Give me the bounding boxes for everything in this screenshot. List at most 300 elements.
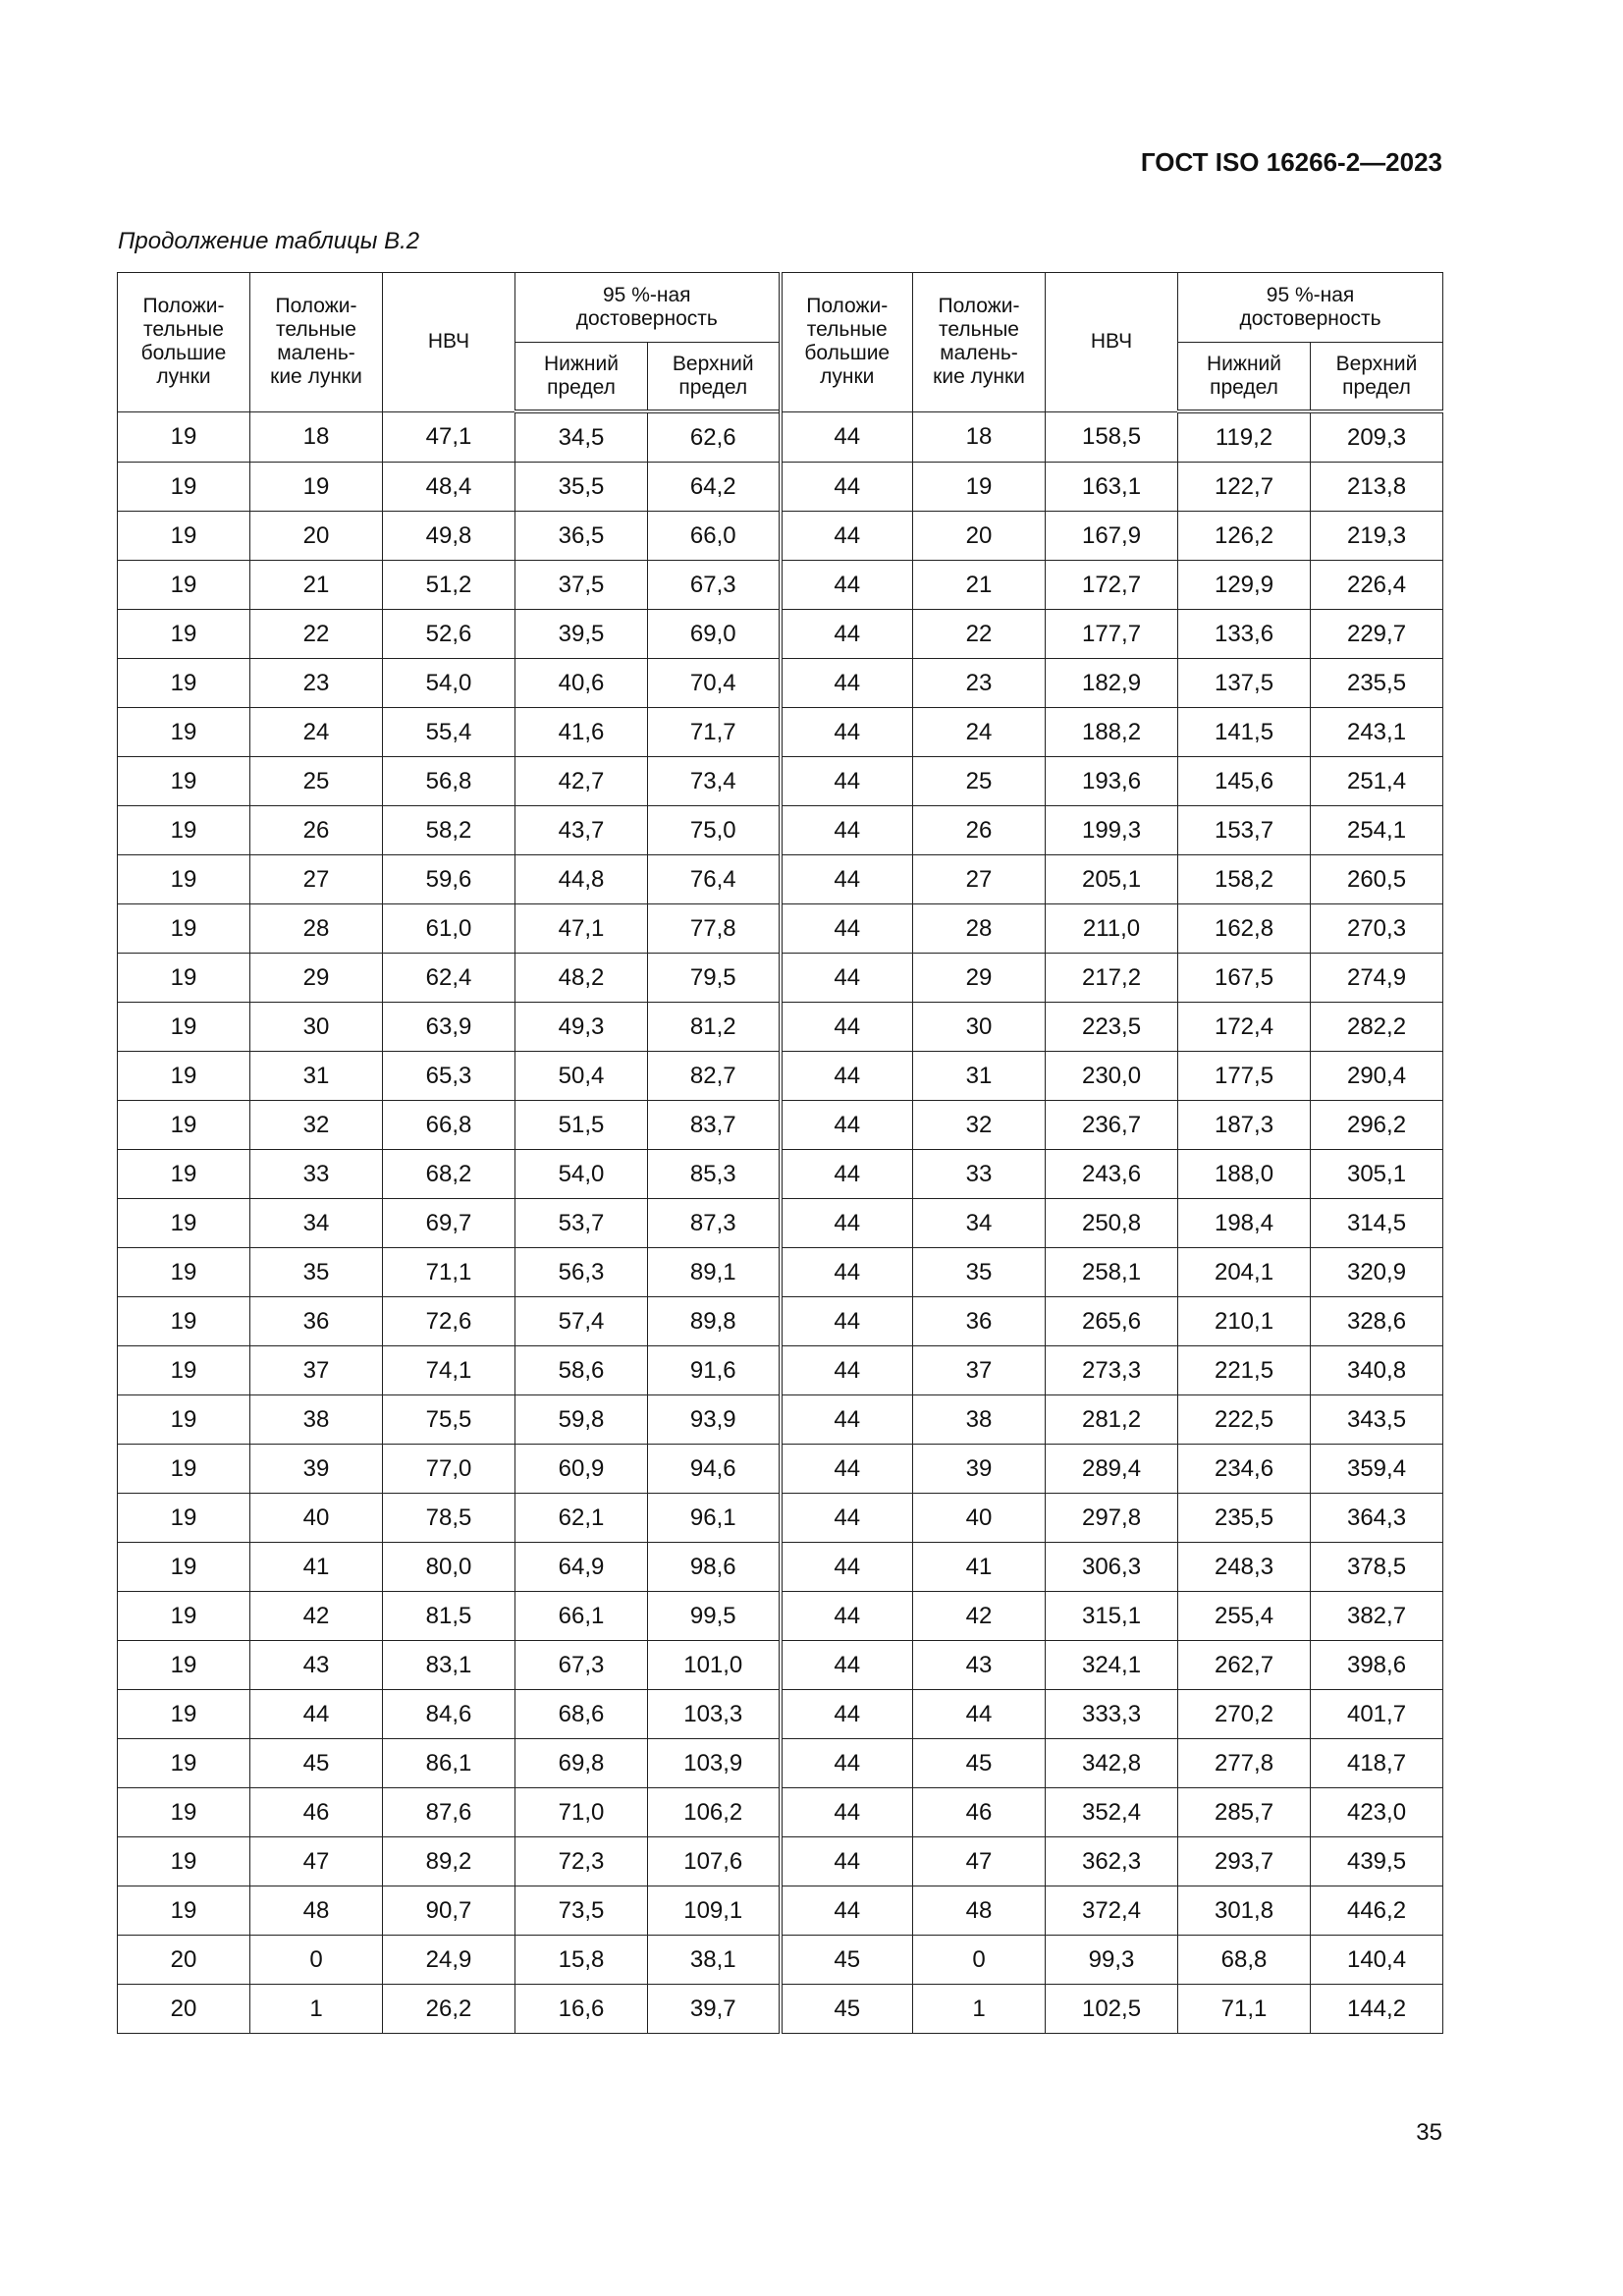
table-cell: 19 [118, 1592, 250, 1641]
table-cell: 44 [781, 1690, 913, 1739]
table-cell: 49,8 [383, 512, 515, 561]
table-cell: 235,5 [1311, 659, 1443, 708]
table-row [118, 1297, 1443, 1346]
table-cell: 226,4 [1311, 561, 1443, 610]
table-caption: Продолжение таблицы В.2 [118, 228, 420, 254]
table-cell: 98,6 [648, 1543, 781, 1592]
table-cell: 19 [118, 904, 250, 954]
table-cell: 19 [118, 1248, 250, 1297]
table-cell: 230,0 [1046, 1052, 1178, 1101]
table-cell: 93,9 [648, 1395, 781, 1445]
table-cell: 140,4 [1311, 1936, 1443, 1985]
table-cell: 39 [250, 1445, 383, 1494]
table-cell: 94,6 [648, 1445, 781, 1494]
table-cell: 42 [913, 1592, 1046, 1641]
table-cell: 26 [250, 806, 383, 855]
table-cell: 19 [118, 1101, 250, 1150]
table-cell: 36,5 [515, 512, 648, 561]
table-cell: 96,1 [648, 1494, 781, 1543]
table-cell: 84,6 [383, 1690, 515, 1739]
table-cell: 205,1 [1046, 855, 1178, 904]
table-cell: 153,7 [1178, 806, 1311, 855]
table-cell: 45 [781, 1985, 913, 2034]
table-cell: 44 [781, 1641, 913, 1690]
table-cell: 24 [250, 708, 383, 757]
header-positive-small-right: Положи- тельные малень- кие лунки [913, 273, 1046, 412]
table-row [118, 1395, 1443, 1445]
table-cell: 36 [250, 1297, 383, 1346]
table-cell: 141,5 [1178, 708, 1311, 757]
table-cell: 167,5 [1178, 954, 1311, 1003]
table-cell: 372,4 [1046, 1886, 1178, 1936]
table-cell: 144,2 [1311, 1985, 1443, 2034]
table-cell: 234,6 [1178, 1445, 1311, 1494]
table-cell: 46 [250, 1788, 383, 1837]
table-row [118, 1248, 1443, 1297]
table-cell: 19 [118, 954, 250, 1003]
table-cell: 27 [250, 855, 383, 904]
table-cell: 20 [118, 1936, 250, 1985]
table-cell: 79,5 [648, 954, 781, 1003]
table-cell: 219,3 [1311, 512, 1443, 561]
table-cell: 378,5 [1311, 1543, 1443, 1592]
table-cell: 44 [781, 757, 913, 806]
table-cell: 45 [250, 1739, 383, 1788]
table-cell: 19 [118, 610, 250, 659]
table-cell: 19 [118, 757, 250, 806]
table-cell: 77,0 [383, 1445, 515, 1494]
table-cell: 35,5 [515, 463, 648, 512]
table-cell: 22 [250, 610, 383, 659]
table-cell: 44 [781, 1592, 913, 1641]
table-cell: 85,3 [648, 1150, 781, 1199]
header-positive-large-right: Положи- тельные большие лунки [781, 273, 913, 412]
table-cell: 34 [250, 1199, 383, 1248]
table-cell: 38,1 [648, 1936, 781, 1985]
table-cell: 60,9 [515, 1445, 648, 1494]
table-cell: 37 [250, 1346, 383, 1395]
table-cell: 19 [118, 1150, 250, 1199]
table-cell: 163,1 [1046, 463, 1178, 512]
table-cell: 265,6 [1046, 1297, 1178, 1346]
table-cell: 44 [781, 512, 913, 561]
table-row [118, 855, 1443, 904]
table-cell: 66,8 [383, 1101, 515, 1150]
table-cell: 44 [781, 1052, 913, 1101]
table-cell: 328,6 [1311, 1297, 1443, 1346]
table-cell: 15,8 [515, 1936, 648, 1985]
table-cell: 254,1 [1311, 806, 1443, 855]
table-cell: 41,6 [515, 708, 648, 757]
table-cell: 1 [250, 1985, 383, 2034]
table-row [118, 1936, 1443, 1985]
table-cell: 187,3 [1178, 1101, 1311, 1150]
table-cell: 340,8 [1311, 1346, 1443, 1395]
table-cell: 103,9 [648, 1739, 781, 1788]
table-cell: 62,6 [648, 411, 781, 463]
table-cell: 31 [250, 1052, 383, 1101]
table-cell: 209,3 [1311, 411, 1443, 463]
table-cell: 44 [781, 1445, 913, 1494]
table-cell: 44 [781, 1837, 913, 1886]
table-cell: 44 [781, 1346, 913, 1395]
table-row [118, 512, 1443, 561]
table-cell: 58,6 [515, 1346, 648, 1395]
table-cell: 80,0 [383, 1543, 515, 1592]
table-cell: 382,7 [1311, 1592, 1443, 1641]
table-cell: 87,6 [383, 1788, 515, 1837]
table-row [118, 1052, 1443, 1101]
table-row [118, 1494, 1443, 1543]
table-cell: 49,3 [515, 1003, 648, 1052]
table-cell: 33 [913, 1150, 1046, 1199]
table-cell: 53,7 [515, 1199, 648, 1248]
table-cell: 43 [250, 1641, 383, 1690]
table-cell: 222,5 [1178, 1395, 1311, 1445]
table-cell: 19 [118, 1739, 250, 1788]
table-cell: 39,5 [515, 610, 648, 659]
table-cell: 274,9 [1311, 954, 1443, 1003]
table-cell: 44 [781, 1003, 913, 1052]
table-cell: 50,4 [515, 1052, 648, 1101]
table-cell: 126,2 [1178, 512, 1311, 561]
table-cell: 199,3 [1046, 806, 1178, 855]
table-cell: 19 [118, 1837, 250, 1886]
table-cell: 19 [118, 512, 250, 561]
table-row [118, 1199, 1443, 1248]
table-cell: 44 [781, 463, 913, 512]
table-cell: 45 [781, 1936, 913, 1985]
table-cell: 76,4 [648, 855, 781, 904]
table-cell: 62,1 [515, 1494, 648, 1543]
table-cell: 19 [118, 1297, 250, 1346]
table-cell: 423,0 [1311, 1788, 1443, 1837]
table-cell: 213,8 [1311, 463, 1443, 512]
table-cell: 162,8 [1178, 904, 1311, 954]
table-cell: 193,6 [1046, 757, 1178, 806]
table-cell: 69,0 [648, 610, 781, 659]
table-cell: 289,4 [1046, 1445, 1178, 1494]
table-cell: 39,7 [648, 1985, 781, 2034]
table-cell: 362,3 [1046, 1837, 1178, 1886]
table-cell: 31 [913, 1052, 1046, 1101]
table-body [118, 411, 1443, 2034]
table-cell: 320,9 [1311, 1248, 1443, 1297]
table-row [118, 1739, 1443, 1788]
table-cell: 243,1 [1311, 708, 1443, 757]
table-cell: 18 [250, 411, 383, 463]
table-cell: 83,1 [383, 1641, 515, 1690]
table-cell: 167,9 [1046, 512, 1178, 561]
table-cell: 19 [913, 463, 1046, 512]
table-cell: 217,2 [1046, 954, 1178, 1003]
table-cell: 75,5 [383, 1395, 515, 1445]
table-cell: 47 [913, 1837, 1046, 1886]
table-cell: 64,9 [515, 1543, 648, 1592]
table-cell: 51,2 [383, 561, 515, 610]
table-cell: 37 [913, 1346, 1046, 1395]
table-cell: 270,2 [1178, 1690, 1311, 1739]
table-cell: 182,9 [1046, 659, 1178, 708]
table-cell: 221,5 [1178, 1346, 1311, 1395]
table-cell: 315,1 [1046, 1592, 1178, 1641]
table-cell: 333,3 [1046, 1690, 1178, 1739]
header-upper: Верхний предел [648, 343, 781, 412]
table-cell: 52,6 [383, 610, 515, 659]
table-cell: 122,7 [1178, 463, 1311, 512]
table-cell: 44 [781, 1248, 913, 1297]
table-cell: 119,2 [1178, 411, 1311, 463]
table-row [118, 1592, 1443, 1641]
table-cell: 42 [250, 1592, 383, 1641]
table-cell: 64,2 [648, 463, 781, 512]
table-cell: 47 [250, 1837, 383, 1886]
table-cell: 324,1 [1046, 1641, 1178, 1690]
table-cell: 19 [118, 463, 250, 512]
table-cell: 223,5 [1046, 1003, 1178, 1052]
table-cell: 44 [781, 855, 913, 904]
table-cell: 69,7 [383, 1199, 515, 1248]
table-cell: 27 [913, 855, 1046, 904]
table-cell: 281,2 [1046, 1395, 1178, 1445]
table-cell: 243,6 [1046, 1150, 1178, 1199]
table-cell: 19 [118, 1788, 250, 1837]
table-row [118, 708, 1443, 757]
table-cell: 48 [250, 1886, 383, 1936]
table-cell: 19 [250, 463, 383, 512]
table-cell: 37,5 [515, 561, 648, 610]
table-cell: 19 [118, 659, 250, 708]
table-cell: 236,7 [1046, 1101, 1178, 1150]
table-cell: 398,6 [1311, 1641, 1443, 1690]
table-row [118, 610, 1443, 659]
table-cell: 293,7 [1178, 1837, 1311, 1886]
table-cell: 301,8 [1178, 1886, 1311, 1936]
table-cell: 48 [913, 1886, 1046, 1936]
table-cell: 91,6 [648, 1346, 781, 1395]
table-cell: 47,1 [383, 411, 515, 463]
table-cell: 44 [781, 1788, 913, 1837]
table-cell: 250,8 [1046, 1199, 1178, 1248]
table-cell: 48,4 [383, 463, 515, 512]
table-cell: 65,3 [383, 1052, 515, 1101]
table-cell: 39 [913, 1445, 1046, 1494]
table-cell: 66,1 [515, 1592, 648, 1641]
table-cell: 19 [118, 1886, 250, 1936]
table-row [118, 1003, 1443, 1052]
table-cell: 101,0 [648, 1641, 781, 1690]
table-cell: 99,5 [648, 1592, 781, 1641]
table-cell: 38 [913, 1395, 1046, 1445]
header-positive-small: Положи- тельные малень- кие лунки [250, 273, 383, 412]
table-cell: 19 [118, 1199, 250, 1248]
table-cell: 41 [913, 1543, 1046, 1592]
table-cell: 44 [781, 1297, 913, 1346]
table-cell: 44 [781, 561, 913, 610]
table-cell: 40 [913, 1494, 1046, 1543]
table-cell: 158,5 [1046, 411, 1178, 463]
table-cell: 19 [118, 561, 250, 610]
table-cell: 20 [250, 512, 383, 561]
table-cell: 54,0 [515, 1150, 648, 1199]
header-confidence-right: 95 %-ная достоверность [1178, 273, 1443, 343]
table-cell: 23 [250, 659, 383, 708]
table-header [118, 273, 1443, 412]
table-cell: 54,0 [383, 659, 515, 708]
table-cell: 66,0 [648, 512, 781, 561]
table-cell: 24,9 [383, 1936, 515, 1985]
table-cell: 20 [913, 512, 1046, 561]
table-cell: 44,8 [515, 855, 648, 904]
table-cell: 67,3 [515, 1641, 648, 1690]
header-lower-right: Нижний предел [1178, 343, 1311, 412]
table-cell: 188,0 [1178, 1150, 1311, 1199]
table-cell: 19 [118, 855, 250, 904]
data-table [117, 272, 1443, 2034]
table-cell: 0 [250, 1936, 383, 1985]
table-cell: 418,7 [1311, 1739, 1443, 1788]
table-cell: 270,3 [1311, 904, 1443, 954]
table-cell: 19 [118, 1494, 250, 1543]
table-row [118, 954, 1443, 1003]
table-cell: 446,2 [1311, 1886, 1443, 1936]
table-cell: 24 [913, 708, 1046, 757]
table-cell: 56,3 [515, 1248, 648, 1297]
table-row [118, 1543, 1443, 1592]
table-cell: 26 [913, 806, 1046, 855]
table-cell: 343,5 [1311, 1395, 1443, 1445]
table-cell: 29 [913, 954, 1046, 1003]
table-cell: 55,4 [383, 708, 515, 757]
table-cell: 19 [118, 1395, 250, 1445]
table-cell: 20 [118, 1985, 250, 2034]
table-cell: 145,6 [1178, 757, 1311, 806]
table-cell: 352,4 [1046, 1788, 1178, 1837]
table-row [118, 1985, 1443, 2034]
table-cell: 71,7 [648, 708, 781, 757]
table-cell: 401,7 [1311, 1690, 1443, 1739]
table-cell: 251,4 [1311, 757, 1443, 806]
table-cell: 89,2 [383, 1837, 515, 1886]
table-cell: 16,6 [515, 1985, 648, 2034]
table-cell: 71,1 [1178, 1985, 1311, 2034]
table-cell: 44 [781, 904, 913, 954]
table-cell: 211,0 [1046, 904, 1178, 954]
table-cell: 19 [118, 1543, 250, 1592]
table-row [118, 1641, 1443, 1690]
table-cell: 258,1 [1046, 1248, 1178, 1297]
table-cell: 314,5 [1311, 1199, 1443, 1248]
table-cell: 46 [913, 1788, 1046, 1837]
table-cell: 81,5 [383, 1592, 515, 1641]
table-cell: 210,1 [1178, 1297, 1311, 1346]
table-cell: 87,3 [648, 1199, 781, 1248]
table-cell: 439,5 [1311, 1837, 1443, 1886]
header-confidence: 95 %-ная достоверность [515, 273, 781, 343]
table-cell: 44 [781, 1886, 913, 1936]
table-cell: 29 [250, 954, 383, 1003]
table-cell: 19 [118, 1003, 250, 1052]
table-cell: 34 [913, 1199, 1046, 1248]
header-lower: Нижний предел [515, 343, 648, 412]
table-cell: 44 [781, 1739, 913, 1788]
table-cell: 77,8 [648, 904, 781, 954]
table-cell: 103,3 [648, 1690, 781, 1739]
table-cell: 297,8 [1046, 1494, 1178, 1543]
table-row [118, 1445, 1443, 1494]
table-cell: 89,8 [648, 1297, 781, 1346]
table-cell: 67,3 [648, 561, 781, 610]
table-cell: 133,6 [1178, 610, 1311, 659]
table-cell: 1 [913, 1985, 1046, 2034]
table-cell: 44 [781, 659, 913, 708]
table-cell: 18 [913, 411, 1046, 463]
table-cell: 36 [913, 1297, 1046, 1346]
table-cell: 83,7 [648, 1101, 781, 1150]
table-cell: 19 [118, 1052, 250, 1101]
table-row [118, 1788, 1443, 1837]
table-cell: 68,6 [515, 1690, 648, 1739]
table-cell: 172,7 [1046, 561, 1178, 610]
table-cell: 86,1 [383, 1739, 515, 1788]
table-cell: 33 [250, 1150, 383, 1199]
table-cell: 71,0 [515, 1788, 648, 1837]
table-cell: 28 [913, 904, 1046, 954]
table-cell: 177,5 [1178, 1052, 1311, 1101]
table-cell: 63,9 [383, 1003, 515, 1052]
table-cell: 47,1 [515, 904, 648, 954]
table-cell: 19 [118, 708, 250, 757]
table-cell: 25 [250, 757, 383, 806]
table-cell: 44 [781, 1150, 913, 1199]
table-cell: 35 [250, 1248, 383, 1297]
table-cell: 32 [913, 1101, 1046, 1150]
table-cell: 23 [913, 659, 1046, 708]
table-cell: 43,7 [515, 806, 648, 855]
table-cell: 56,8 [383, 757, 515, 806]
table-cell: 109,1 [648, 1886, 781, 1936]
table-cell: 78,5 [383, 1494, 515, 1543]
table-cell: 342,8 [1046, 1739, 1178, 1788]
table-cell: 248,3 [1178, 1543, 1311, 1592]
table-cell: 82,7 [648, 1052, 781, 1101]
table-row [118, 463, 1443, 512]
table-cell: 44 [781, 411, 913, 463]
table-row [118, 1346, 1443, 1395]
table-cell: 204,1 [1178, 1248, 1311, 1297]
table-cell: 40,6 [515, 659, 648, 708]
table-cell: 364,3 [1311, 1494, 1443, 1543]
table-cell: 48,2 [515, 954, 648, 1003]
table-cell: 22 [913, 610, 1046, 659]
table-row [118, 561, 1443, 610]
table-cell: 359,4 [1311, 1445, 1443, 1494]
table-cell: 73,5 [515, 1886, 648, 1936]
table-row [118, 1690, 1443, 1739]
header-mpn-right: НВЧ [1046, 273, 1178, 412]
table-row [118, 757, 1443, 806]
table-cell: 277,8 [1178, 1739, 1311, 1788]
table-row [118, 1886, 1443, 1936]
table-cell: 51,5 [515, 1101, 648, 1150]
table-cell: 89,1 [648, 1248, 781, 1297]
table-cell: 177,7 [1046, 610, 1178, 659]
page-number: 35 [1416, 2119, 1442, 2146]
table-cell: 262,7 [1178, 1641, 1311, 1690]
table-cell: 306,3 [1046, 1543, 1178, 1592]
table-cell: 42,7 [515, 757, 648, 806]
table-cell: 71,1 [383, 1248, 515, 1297]
